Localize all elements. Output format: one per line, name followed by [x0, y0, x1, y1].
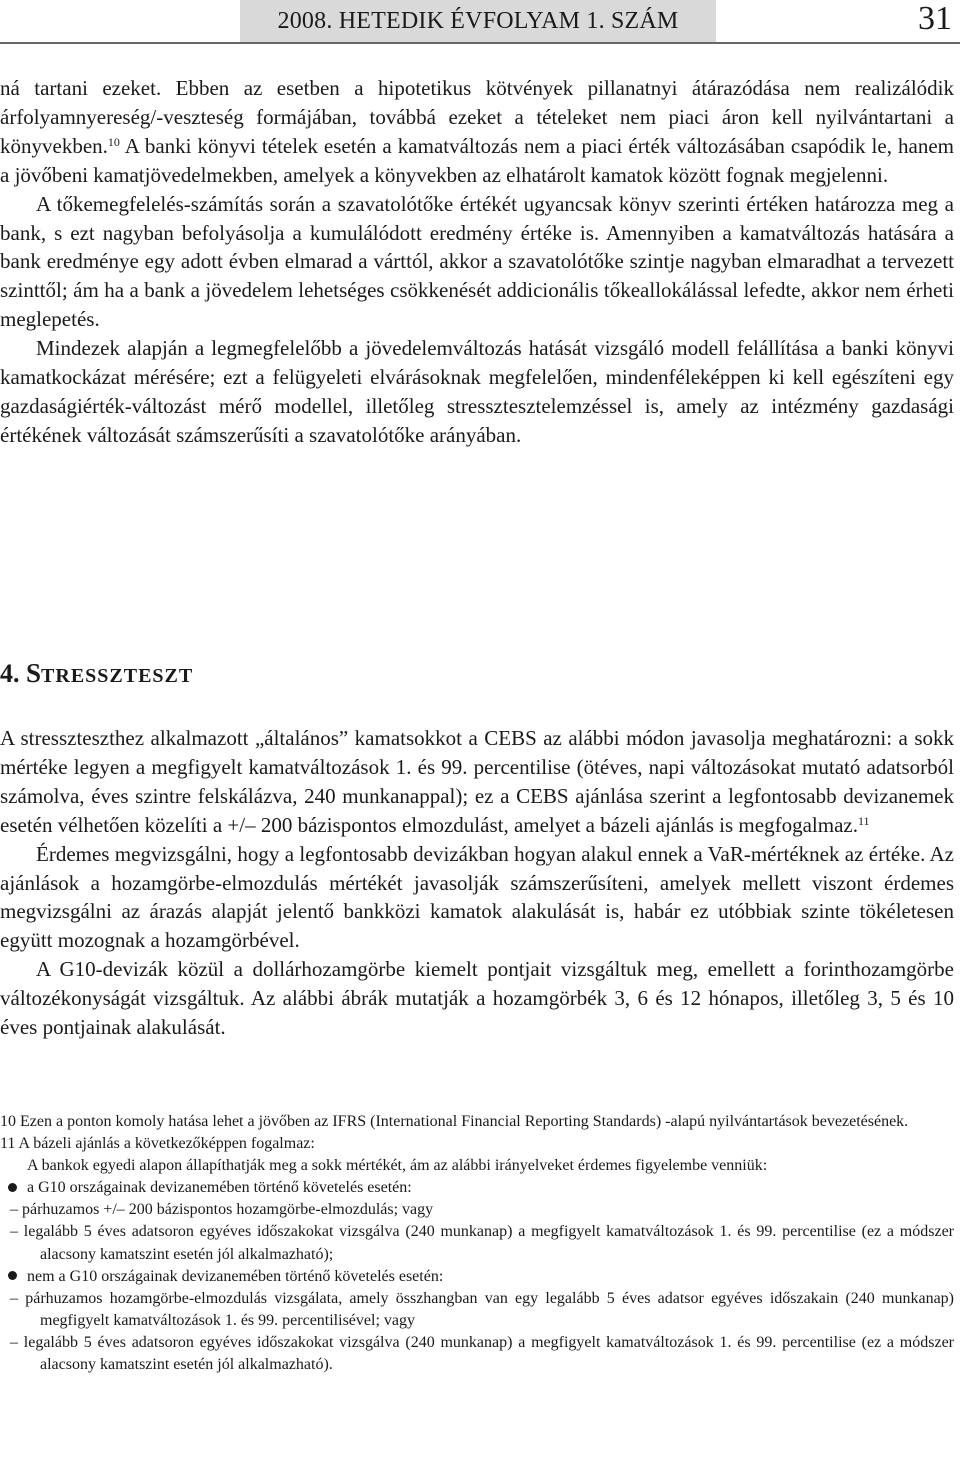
section-title-initial: S: [26, 658, 42, 688]
bullet-g10-text: a G10 országainak devizanemében történő követelés esetén:: [27, 1179, 412, 1197]
paragraph-2: A tőkemegfelelés-számítás során a szavatolótőke értékét ugyancsak könyv szerinti értéken határozza meg a bank, s ezt nagyban befolyásolja a kumulálódott eredmény értéke is. Amennyiben a kamatváltozás hatására a bank eredménye egy adott évben elmarad a várttól, akkor a szavatolótőke szintje nagyban elmaradhat a tervezett szinttől; ám ha a bank a jövedelem lehetséges csökkenését addicionális tőkeallokálással lefedte, akkor nem érheti meglepetés.: [0, 191, 954, 332]
page-number: 31: [918, 0, 952, 37]
paragraph-1: [0, 74, 954, 190]
section-paragraph-3: A G10-devizák közül a dollárhozamgörbe kiemelt pontjait vizsgáltuk meg, emellett a forinthozamgörbe változékonyságát vizsgáltuk. Az alábbi ábrák mutatják a hozamgörbék 3, 6 és 12 hónapos, illetőleg 3, 5 és 10 éves pontjainak alakulását.: [0, 957, 954, 1040]
section-paragraph-1-text: A stresszteszthez alkalmazott „általános” kamatsokkot a CEBS az alábbi módon javasolja meghatározni: a sokk mértéke legyen a megfigyelt kamatváltozások 1. és 99. percentilise (ötéves, napi változásokat mutató adatsorból számolva, éves szintre felskálázva, 240 munkanappal); ez a CEBS ajánlása szerint a legfontosabb devizanemek esetén vélhetően közelíti a +/– 200 bázispontos elmozdulást, amelyet a bázeli ajánlás is megfogalmaz.: [0, 726, 954, 837]
section-number: 4.: [0, 659, 20, 688]
body-text: [0, 74, 954, 450]
section-title-rest: TRESSZTESZT: [41, 665, 194, 687]
footnote-ref-11: 11: [857, 813, 870, 828]
paragraph-1-text-a: ná tartani ezeket. Ebben az esetben a hipotetikus kötvények pillanatnyi átárazódása nem realizálódik árfolyamnyereség/-veszteség formájában, továbbá ezeket a tételeket nem piaci áron kell nyilvántartani a könyvekben.: [0, 76, 954, 158]
bullet-icon: [8, 1183, 17, 1192]
bullet-g10: [0, 1177, 954, 1199]
footnote-11-head: 11 A bázeli ajánlás a következőképpen fogalmaz:: [0, 1135, 315, 1153]
bullet-icon: [8, 1271, 17, 1280]
non-g10-item-1: – párhuzamos hozamgörbe-elmozdulás vizsgálata, amely összhangban van egy legalább 5 éves adatsor egyéves időszakain (240 munkanap) megfigyelt kamatváltozások 1. és 99. percentilisével; vagy: [10, 1289, 954, 1329]
footnote-10: 10 Ezen a ponton komoly hatása lehet a jövőben az IFRS (International Financial Reporting Standards) -alapú nyilvántartások bevezetésének.: [0, 1113, 909, 1130]
non-g10-item-2: – legalább 5 éves adatsoron egyéves időszakokat vizsgálva (240 munkanap) a megfigyelt kamatváltozások 1. és 99. percentilise (ez a módszer alacsony kamatszint esetén jól alkalmazható).: [10, 1333, 954, 1374]
section-heading: [0, 658, 193, 689]
header-rule: [0, 42, 960, 44]
section-body: [0, 724, 954, 1042]
paragraph-1-text-b: A banki könyvi tételek esetén a kamatváltozás nem a piaci érték változásában csapódik le, hanem a jövőbeni kamatjövedelmekben, amelyek a könyvekben az elhatárolt kamatok között fognak megjelenni.: [0, 133, 954, 187]
section-paragraph-2: Érdemes megvizsgálni, hogy a legfontosabb devizákban hogyan alakul ennek a VaR-mértéknek az értéke. Az ajánlások a hozamgörbe-elmozdulás mértékét javasolják számszerűsíteni, amelyek mellett viszont érdemes megvizsgálni az árazás alapját jelentő bankközi kamatok alakulását is, habár ez utóbbiak szinte tökéletesen együtt mozognak a hozamgörbével.: [0, 841, 954, 953]
bullet-non-g10-text: nem a G10 országainak devizanemében történő követelés esetén:: [27, 1267, 444, 1285]
g10-item-1: – párhuzamos +/– 200 bázispontos hozamgörbe-elmozdulás; vagy: [10, 1201, 434, 1219]
footnote-11-intro: A bankok egyedi alapon állapíthatják meg a sokk mértékét, ám az alábbi irányelveket érdemes figyelembe venniük:: [27, 1157, 768, 1175]
paragraph-3: Mindezek alapján a legmegfelelőbb a jövedelemváltozás hatását vizsgáló modell felállítása a banki könyvi kamatkockázat mérésére; ezt a felügyeleti elvárásoknak megfelelően, mindenféleképpen ki kell egészíteni egy gazdaságiérték-változást mérő modellel, illetőleg stressztesztelemzéssel is, amely az intézmény gazdasági értékének változását számszerűsíti a szavatolótőke arányában.: [0, 336, 954, 447]
g10-item-2: – legalább 5 éves adatsoron egyéves időszakokat vizsgálva (240 munkanap) a megfigyelt kamatváltozások 1. és 99. percentilise (ez a módszer alacsony kamatszint esetén jól alkalmazható);: [10, 1223, 954, 1263]
journal-issue-title: 2008. HETEDIK ÉVFOLYAM 1. SZÁM: [277, 8, 679, 34]
section-paragraph-1: [0, 724, 954, 840]
footnote-ref-10: 10: [107, 134, 120, 149]
bullet-non-g10: [0, 1266, 954, 1288]
footnotes: [0, 1111, 954, 1376]
